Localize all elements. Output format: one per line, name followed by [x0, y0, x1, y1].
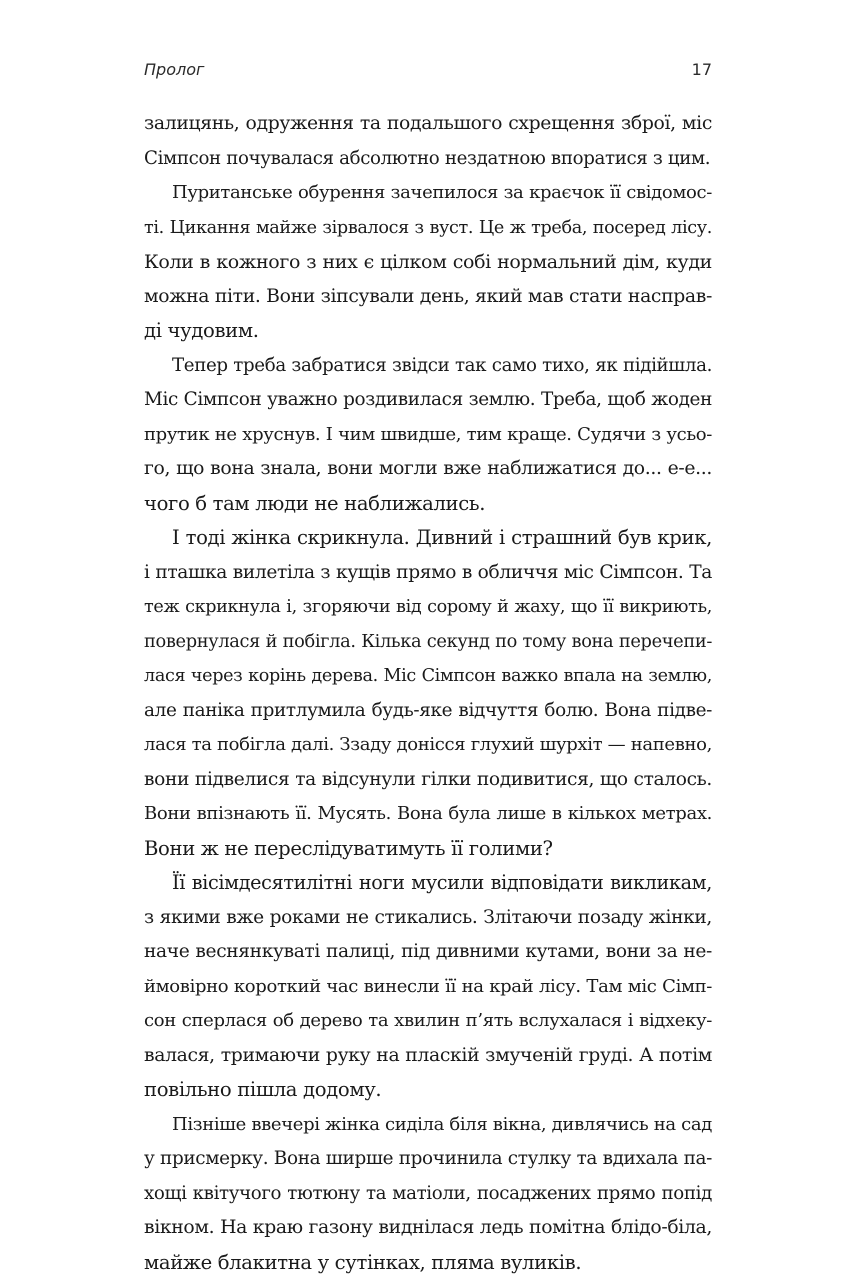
- text-line: лася через корінь дерева. Міс Сімпсон важко впала на землю,: [144, 659, 712, 694]
- text-line: ймовірно короткий час винесли її на край лісу. Там міс Сімп-: [144, 970, 712, 1005]
- text-line: повільно пішла додому.: [144, 1073, 712, 1108]
- text-line: Сімпсон почувалася абсолютно нездатною впоратися з цим.: [144, 142, 712, 177]
- text-line: І тоді жінка скрикнула. Дивний і страшний був крик,: [144, 521, 712, 556]
- paragraph: [144, 107, 712, 176]
- text-line: вони підвелися та відсунули гілки подивитися, що сталось.: [144, 763, 712, 798]
- text-line: Тепер треба забратися звідси так само тихо, як підійшла.: [144, 349, 712, 384]
- paragraph: [144, 349, 712, 522]
- paragraph: [144, 176, 712, 349]
- page-header: [144, 60, 712, 90]
- running-head: Пролог: [144, 60, 204, 79]
- text-line: і пташка вилетіла з кущів прямо в обличчя міс Сімпсон. Та: [144, 556, 712, 591]
- text-line: Вони ж не переслідуватимуть її голими?: [144, 832, 712, 867]
- text-line: теж скрикнула і, згоряючи від сорому й жаху, що її викриють,: [144, 590, 712, 625]
- body-text: [144, 107, 712, 1280]
- paragraph: [144, 1108, 712, 1280]
- text-line: Коли в кожного з них є цілком собі нормальний дім, куди: [144, 245, 712, 280]
- text-line: Вони впізнають її. Мусять. Вона була лише в кількох метрах.: [144, 797, 712, 832]
- text-line: лася та побігла далі. Ззаду донісся глухий шурхіт — напевно,: [144, 728, 712, 763]
- text-line: з якими вже роками не стикались. Злітаючи позаду жінки,: [144, 901, 712, 936]
- text-line: ті. Цикання майже зірвалося з вуст. Це ж треба, посеред лісу.: [144, 211, 712, 246]
- text-line: валася, тримаючи руку на пласкій змученій груді. А потім: [144, 1039, 712, 1074]
- text-line: у присмерку. Вона ширше прочинила стулку та вдихала па-: [144, 1142, 712, 1177]
- text-line: наче веснянкуваті палиці, під дивними кутами, вони за не-: [144, 935, 712, 970]
- text-line: можна піти. Вони зіпсували день, який мав стати насправ-: [144, 280, 712, 315]
- text-line: прутик не хруснув. І чим швидше, тим краще. Судячи з усьо-: [144, 418, 712, 453]
- paragraph: [144, 866, 712, 1108]
- text-line: го, що вона знала, вони могли вже наближатися до... е-е...: [144, 452, 712, 487]
- text-line: вікном. На краю газону виднілася ледь помітна блідо-біла,: [144, 1211, 712, 1246]
- text-line: сон сперлася об дерево та хвилин п’ять вслухалася і відхеку-: [144, 1004, 712, 1039]
- text-line: Пізніше ввечері жінка сиділа біля вікна, дивлячись на сад: [144, 1108, 712, 1143]
- text-line: майже блакитна у сутінках, пляма вуликів.: [144, 1246, 712, 1280]
- text-line: повернулася й побігла. Кілька секунд по тому вона перечепи-: [144, 625, 712, 660]
- text-line: залицянь, одруження та подальшого схрещення зброї, міс: [144, 107, 712, 142]
- text-line: але паніка притлумила будь-яке відчуття болю. Вона підве-: [144, 694, 712, 729]
- text-line: чого б там люди не наближались.: [144, 487, 712, 522]
- page-number: 17: [692, 60, 712, 79]
- paragraph: [144, 521, 712, 866]
- text-line: хощі квітучого тютюну та матіоли, посаджених прямо попід: [144, 1177, 712, 1212]
- text-line: Її вісімдесятилітні ноги мусили відповідати викликам,: [144, 866, 712, 901]
- text-line: Міс Сімпсон уважно роздивилася землю. Треба, щоб жоден: [144, 383, 712, 418]
- text-line: ді чудовим.: [144, 314, 712, 349]
- text-line: Пуританське обурення зачепилося за краєчок її свідомос-: [144, 176, 712, 211]
